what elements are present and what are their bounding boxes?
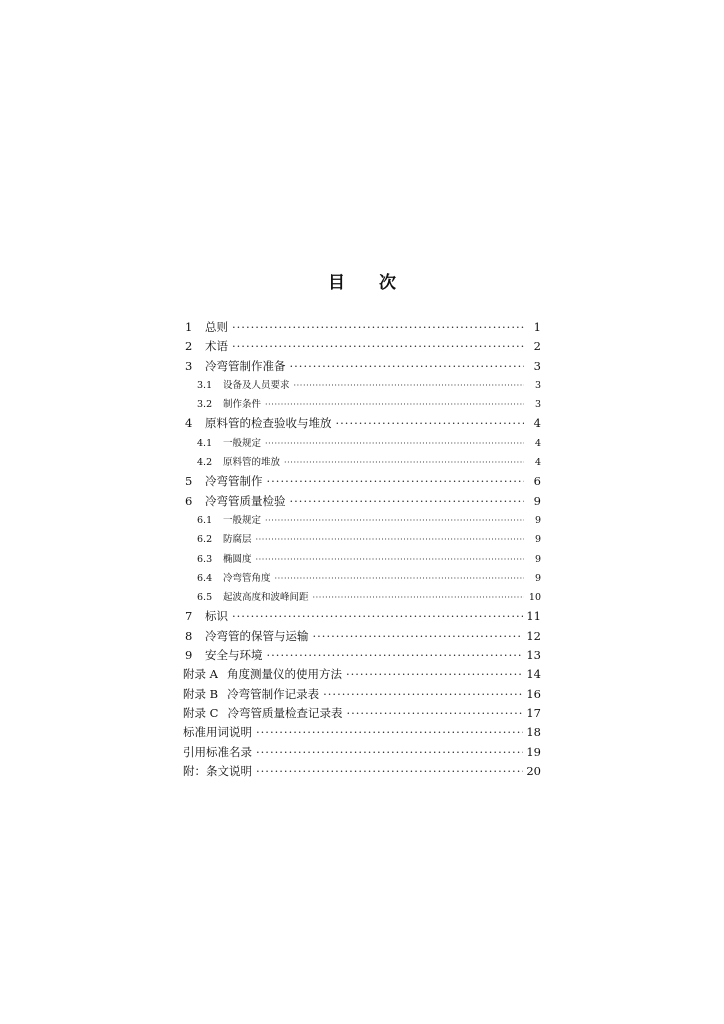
toc-entry-number: 6 xyxy=(185,493,193,508)
toc-entry[interactable] xyxy=(183,376,541,395)
toc-entry-page-number: 4 xyxy=(533,416,541,431)
toc-entry-number: 附录 B xyxy=(183,686,219,701)
toc-entry-number: 5 xyxy=(185,474,193,489)
toc-entry-label: 冷弯管制作 xyxy=(205,474,263,489)
toc-entry-number: 附录 C xyxy=(183,705,219,720)
toc-entry[interactable] xyxy=(183,550,541,569)
toc-entry-number: 6.5 xyxy=(197,592,213,604)
toc-entry-label: 椭圆度 xyxy=(223,553,252,565)
toc-entry-page-number: 2 xyxy=(533,339,541,354)
toc-entry[interactable] xyxy=(183,704,541,723)
page-title xyxy=(0,268,724,293)
toc-entry-page-number: 16 xyxy=(526,686,541,701)
toc-entry[interactable] xyxy=(183,685,541,704)
toc-entry-number: 3 xyxy=(185,358,193,373)
toc-entry-number: 8 xyxy=(185,628,193,643)
toc-entry[interactable] xyxy=(183,743,541,762)
toc-entry[interactable] xyxy=(183,627,541,646)
toc-entry-label: 安全与环境 xyxy=(205,648,263,663)
dot-leader xyxy=(256,762,523,781)
dot-leader xyxy=(313,588,524,607)
dot-leader xyxy=(336,414,525,433)
toc-entry-page-number: 14 xyxy=(526,667,541,682)
toc-entry[interactable] xyxy=(183,337,541,356)
toc-entry-label: 冷弯管质量检验 xyxy=(205,493,286,508)
toc-entry-label: 术语 xyxy=(205,339,228,354)
toc-entry-number: 6.4 xyxy=(197,572,213,584)
toc-entry-page-number: 9 xyxy=(534,534,541,546)
title-char-1: 目 xyxy=(328,273,345,293)
table-of-contents xyxy=(183,318,541,781)
toc-entry-number: 1 xyxy=(185,320,193,334)
dot-leader xyxy=(267,646,524,665)
toc-entry-label: 冷弯管制作准备 xyxy=(205,358,286,373)
dot-leader xyxy=(232,607,523,626)
toc-entry[interactable] xyxy=(183,762,541,781)
toc-entry-label: 角度测量仪的使用方法 xyxy=(226,667,342,682)
toc-entry[interactable] xyxy=(183,723,541,742)
toc-entry-number: 附录 A xyxy=(183,667,218,682)
dot-leader xyxy=(346,704,523,723)
toc-entry[interactable] xyxy=(183,511,541,530)
toc-entry[interactable] xyxy=(183,530,541,549)
toc-entry-label: 防腐层 xyxy=(223,534,252,546)
toc-entry-page-number: 3 xyxy=(534,399,541,411)
toc-entry-label: 设备及人员要求 xyxy=(223,379,290,391)
toc-entry-number: 4 xyxy=(185,416,193,431)
toc-entry-label: 一般规定 xyxy=(223,437,262,449)
toc-entry-label: 冷弯管角度 xyxy=(223,572,271,584)
dot-leader xyxy=(256,723,523,742)
dot-leader xyxy=(265,511,524,530)
dot-leader xyxy=(275,569,524,588)
toc-entry-number: 3.2 xyxy=(197,399,213,411)
toc-entry[interactable] xyxy=(183,318,541,337)
toc-entry-number: 6.3 xyxy=(197,553,213,565)
toc-entry-label: 标识 xyxy=(205,609,228,624)
dot-leader xyxy=(290,357,525,376)
toc-entry-number: 6.1 xyxy=(197,514,213,526)
dot-leader xyxy=(294,376,524,395)
toc-entry-number: 3.1 xyxy=(197,379,213,391)
toc-entry-label: 标准用词说明 xyxy=(183,725,252,740)
toc-entry-page-number: 3 xyxy=(534,379,541,391)
toc-entry-page-number: 9 xyxy=(533,493,541,508)
dot-leader xyxy=(290,492,525,511)
toc-entry-label: 一般规定 xyxy=(223,514,262,526)
toc-entry[interactable] xyxy=(183,569,541,588)
toc-entry-label: 引用标准名录 xyxy=(183,744,252,759)
dot-leader xyxy=(256,550,524,569)
toc-entry-page-number: 20 xyxy=(526,763,541,778)
toc-entry[interactable] xyxy=(183,588,541,607)
toc-entry-page-number: 11 xyxy=(526,609,541,624)
dot-leader xyxy=(323,685,523,704)
toc-entry-page-number: 3 xyxy=(533,358,541,373)
toc-entry-page-number: 9 xyxy=(534,514,541,526)
toc-entry-label: 附：条文说明 xyxy=(183,763,252,778)
toc-entry[interactable] xyxy=(183,492,541,511)
toc-entry-number: 4.1 xyxy=(197,437,213,449)
title-char-2: 次 xyxy=(379,273,396,293)
dot-leader xyxy=(265,395,524,414)
toc-entry[interactable] xyxy=(183,665,541,684)
toc-entry-label: 总则 xyxy=(205,320,228,334)
toc-entry-page-number: 17 xyxy=(526,705,541,720)
toc-entry-page-number: 18 xyxy=(526,725,541,740)
dot-leader xyxy=(267,472,525,491)
toc-entry-label: 起波高度和波峰间距 xyxy=(223,592,309,604)
toc-entry-label: 原料管的检查验收与堆放 xyxy=(205,416,332,431)
dot-leader xyxy=(265,434,524,453)
toc-entry-page-number: 13 xyxy=(526,648,541,663)
toc-entry[interactable] xyxy=(183,607,541,626)
toc-entry-number: 7 xyxy=(185,609,193,624)
dot-leader xyxy=(346,665,523,684)
dot-leader xyxy=(284,453,524,472)
toc-entry-label: 制作条件 xyxy=(223,399,262,411)
toc-entry[interactable] xyxy=(183,472,541,491)
dot-leader xyxy=(256,743,523,762)
toc-entry-number: 2 xyxy=(185,339,193,354)
toc-entry[interactable] xyxy=(183,414,541,433)
toc-entry-label: 冷弯管质量检查记录表 xyxy=(227,705,343,720)
toc-entry-page-number: 4 xyxy=(534,457,541,469)
toc-entry-page-number: 9 xyxy=(534,572,541,584)
toc-entry-page-number: 6 xyxy=(533,474,541,489)
dot-leader xyxy=(256,530,524,549)
toc-entry-label: 原料管的堆放 xyxy=(223,457,281,469)
toc-entry-page-number: 12 xyxy=(526,628,541,643)
toc-entry-page-number: 1 xyxy=(533,320,541,334)
toc-entry[interactable] xyxy=(183,646,541,665)
toc-entry-number: 9 xyxy=(185,648,193,663)
toc-entry-label: 冷弯管的保管与运输 xyxy=(205,628,309,643)
toc-entry[interactable] xyxy=(183,357,541,376)
toc-entry[interactable] xyxy=(183,395,541,414)
toc-entry-label: 冷弯管制作记录表 xyxy=(227,686,320,701)
toc-entry-page-number: 9 xyxy=(534,553,541,565)
toc-entry-page-number: 19 xyxy=(526,744,541,759)
toc-entry-page-number: 10 xyxy=(528,592,541,604)
toc-entry[interactable] xyxy=(183,434,541,453)
dot-leader xyxy=(232,318,524,337)
dot-leader xyxy=(313,627,524,646)
dot-leader xyxy=(232,337,524,356)
toc-entry-number: 6.2 xyxy=(197,534,213,546)
toc-entry[interactable] xyxy=(183,453,541,472)
toc-entry-number: 4.2 xyxy=(197,457,213,469)
toc-entry-page-number: 4 xyxy=(534,437,541,449)
